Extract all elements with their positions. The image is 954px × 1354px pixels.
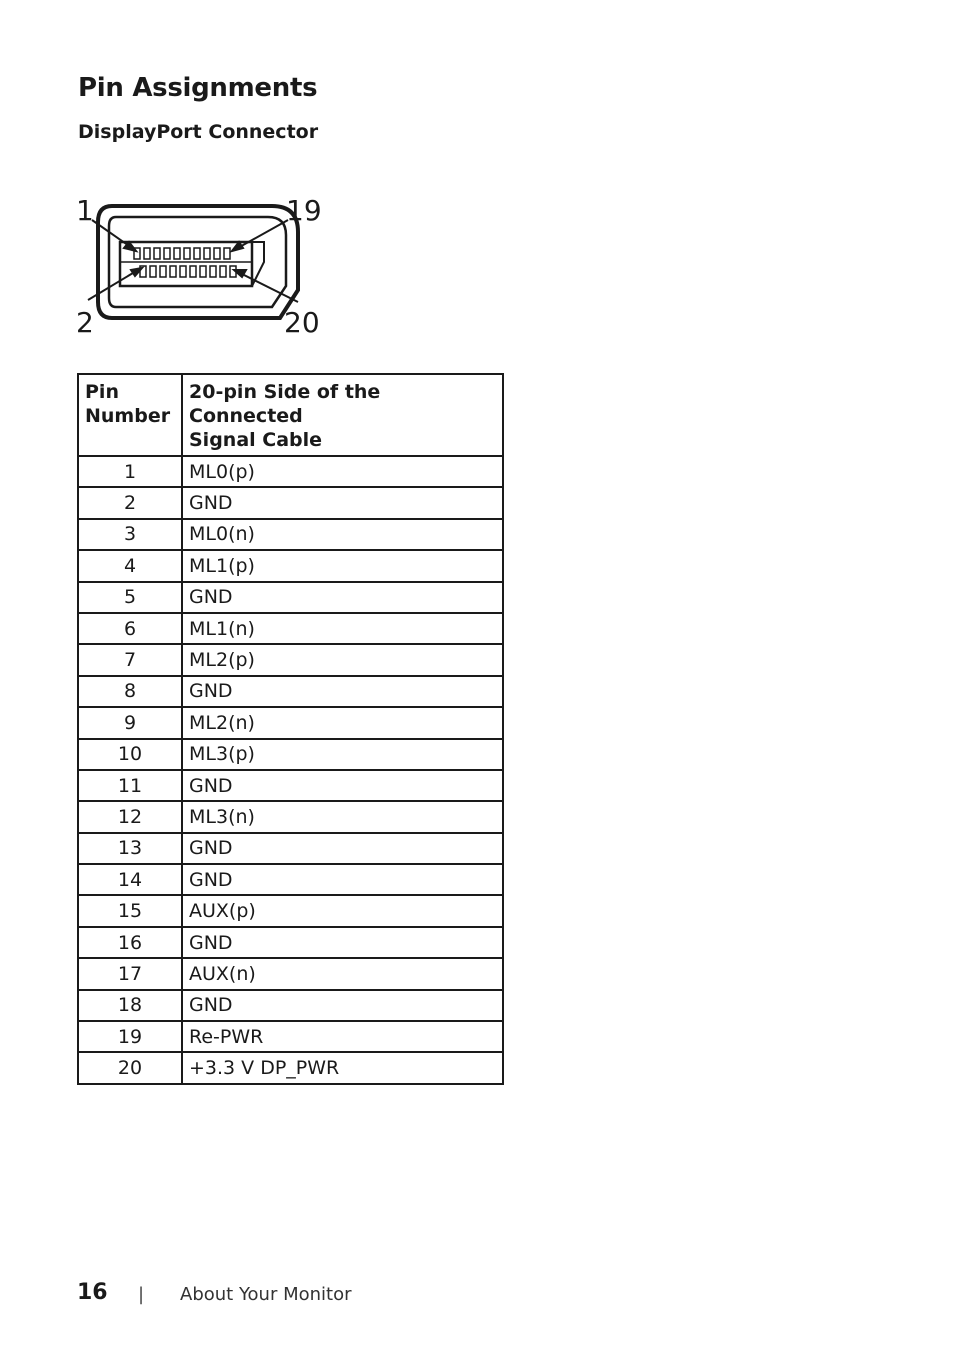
signal-cell: +3.3 V DP_PWR (182, 1052, 503, 1083)
pin-number-cell: 14 (78, 864, 182, 895)
table-row (78, 644, 503, 675)
signal-cell: ML2(p) (182, 644, 503, 675)
footer-separator: | (138, 1284, 145, 1305)
section-subtitle: DisplayPort Connector (78, 121, 319, 143)
table-row (78, 519, 503, 550)
pin-number-cell: 8 (78, 676, 182, 707)
table-row (78, 1052, 503, 1083)
header-signal-line1: 20-pin Side of the Connected (189, 381, 381, 427)
signal-cell: GND (182, 927, 503, 958)
signal-cell: GND (182, 676, 503, 707)
pin-number-cell: 20 (78, 1052, 182, 1083)
signal-cell: Re-PWR (182, 1021, 503, 1052)
signal-cell: ML0(p) (182, 456, 503, 487)
signal-cell: AUX(n) (182, 958, 503, 989)
label-pin-2: 2 (76, 306, 94, 339)
header-pin-line2: Number (85, 405, 171, 427)
pin-number-cell: 9 (78, 707, 182, 738)
table-row (78, 895, 503, 926)
pin-number-cell: 18 (78, 990, 182, 1021)
pin-number-cell: 4 (78, 550, 182, 581)
pin-number-cell: 1 (78, 456, 182, 487)
table-row (78, 864, 503, 895)
table-row (78, 739, 503, 770)
signal-cell: GND (182, 582, 503, 613)
table-row (78, 582, 503, 613)
displayport-connector-diagram (72, 190, 332, 340)
pin-number-cell: 6 (78, 613, 182, 644)
pin-number-cell: 2 (78, 487, 182, 518)
signal-cell: GND (182, 487, 503, 518)
bottom-pin-row (140, 266, 236, 277)
top-pin-row (134, 248, 230, 259)
table-row (78, 487, 503, 518)
pin-number-cell: 11 (78, 770, 182, 801)
leader-pin-19 (236, 220, 288, 249)
header-pin-number (78, 374, 182, 456)
table-row (78, 801, 503, 832)
signal-cell: AUX(p) (182, 895, 503, 926)
header-signal (182, 374, 503, 456)
pin-number-cell: 17 (78, 958, 182, 989)
pin-number-cell: 16 (78, 927, 182, 958)
table-row (78, 676, 503, 707)
pin-number-cell: 3 (78, 519, 182, 550)
pin-number-cell: 5 (78, 582, 182, 613)
table-row (78, 613, 503, 644)
footer-section-title: About Your Monitor (180, 1284, 352, 1305)
header-signal-line2: Signal Cable (189, 429, 323, 451)
signal-cell: GND (182, 770, 503, 801)
signal-cell: ML2(n) (182, 707, 503, 738)
signal-cell: ML0(n) (182, 519, 503, 550)
pin-number-cell: 7 (78, 644, 182, 675)
pin-number-cell: 13 (78, 833, 182, 864)
signal-cell: GND (182, 833, 503, 864)
table-row (78, 550, 503, 581)
signal-cell: GND (182, 864, 503, 895)
pin-number-cell: 15 (78, 895, 182, 926)
pin-assignment-table (77, 373, 504, 1085)
page-footer (0, 1280, 954, 1310)
table-row (78, 990, 503, 1021)
table-row (78, 958, 503, 989)
table-row (78, 1021, 503, 1052)
page-title: Pin Assignments (78, 73, 318, 103)
table-row (78, 770, 503, 801)
signal-cell: GND (182, 990, 503, 1021)
table-header-row (78, 374, 503, 456)
signal-cell: ML3(n) (182, 801, 503, 832)
signal-cell: ML1(n) (182, 613, 503, 644)
signal-cell: ML1(p) (182, 550, 503, 581)
pin-number-cell: 10 (78, 739, 182, 770)
table-row (78, 927, 503, 958)
table-row (78, 833, 503, 864)
page-number: 16 (77, 1280, 108, 1305)
label-pin-20: 20 (284, 306, 320, 339)
label-pin-19: 19 (286, 194, 322, 227)
table-row (78, 707, 503, 738)
header-pin-line1: Pin (85, 381, 119, 403)
table-row (78, 456, 503, 487)
pin-number-cell: 19 (78, 1021, 182, 1052)
signal-cell: ML3(p) (182, 739, 503, 770)
label-pin-1: 1 (76, 194, 94, 227)
pin-number-cell: 12 (78, 801, 182, 832)
